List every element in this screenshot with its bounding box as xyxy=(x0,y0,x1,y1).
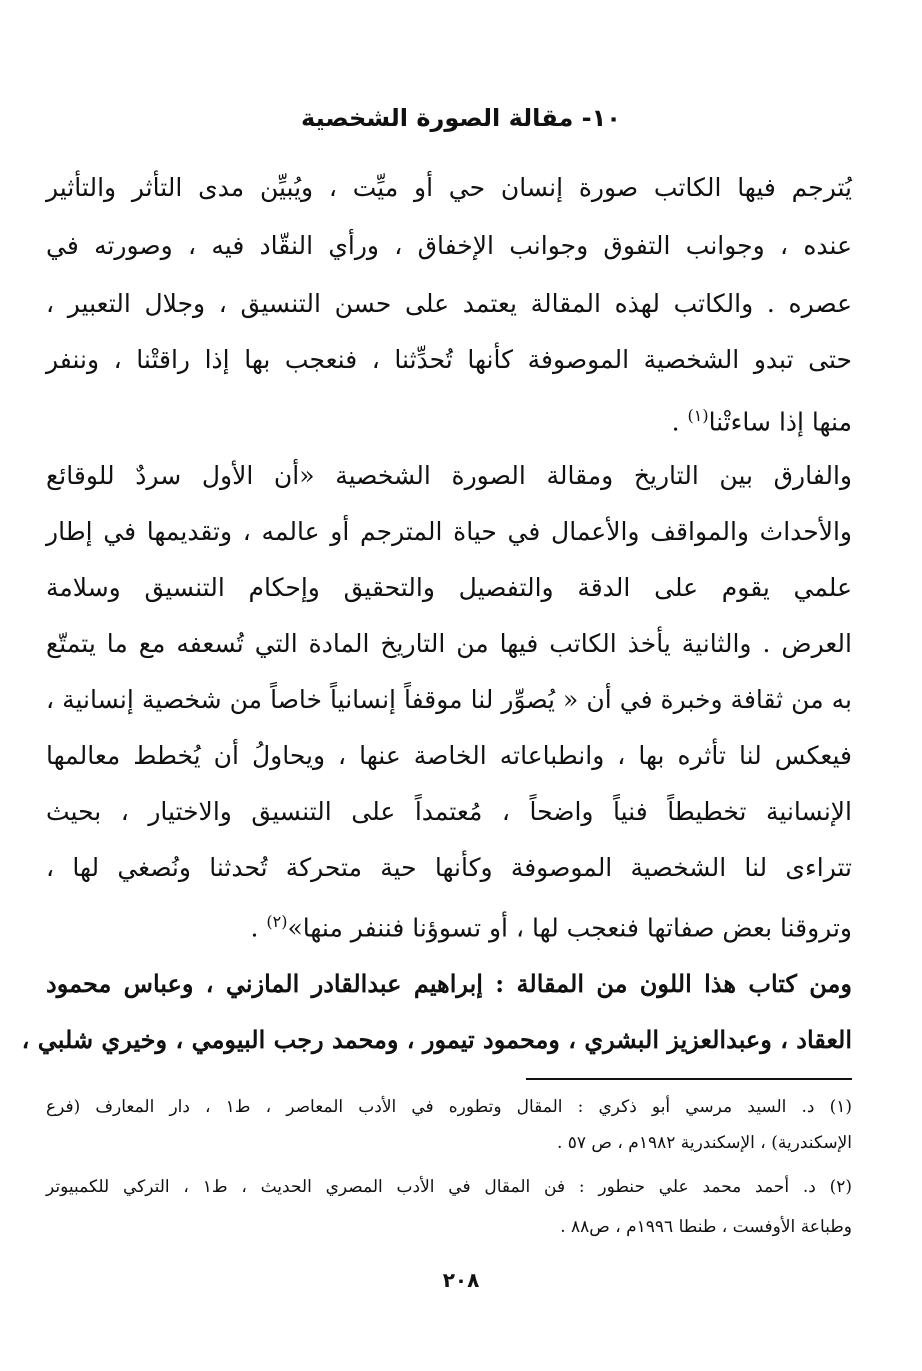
footnote-ref: (١) xyxy=(687,406,709,425)
body-line: يُترجم فيها الكاتب صورة إنسان حي أو ميِّت ، ويُبيِّن مدى التأثر والتأثير xyxy=(46,173,852,202)
footnote-line: (١) د. السيد مرسي أبو ذكري : المقال وتطوره في الأدب المعاصر ، ط١ ، دار المعارف (فرع xyxy=(46,1097,852,1117)
page-number: ٢٠٨ xyxy=(442,1268,480,1292)
body-line: عصره . والكاتب لهذه المقالة يعتمد على حسن التنسيق ، وجلال التعبير ، xyxy=(46,289,852,318)
body-line: منها إذا ساءتْنا$^{(١)}$ . xyxy=(671,406,852,437)
body-line: به من ثقافة وخبرة في أن « يُصوِّر لنا موقفاً إنسانياً خاصاً من شخصية إنسانية ، xyxy=(46,685,852,714)
body-text: منها إذا ساءتْنا xyxy=(708,407,852,437)
body-line: عنده ، وجوانب التفوق وجوانب الإخفاق ، ورأي النقّاد فيه ، وصورته في xyxy=(46,231,852,260)
body-line: فيعكس لنا تأثره بها ، وانطباعاته الخاصة عنها ، ويحاولُ أن يُخطط معالمها xyxy=(46,741,852,770)
body-line: تتراءى لنا الشخصية الموصوفة وكأنها حية متحركة تُحدثنا ونُصغي لها ، xyxy=(46,853,852,882)
body-line: العقاد ، وعبدالعزيز البشري ، ومحمود تيمور ، ومحمد رجب البيومي ، وخيري شلبي ، xyxy=(21,1025,852,1054)
body-text: وتروقنا بعض صفاتها فنعجب لها ، أو تسوؤنا فننفر منها» xyxy=(287,913,852,943)
body-line: الإنسانية تخطيطاً فنياً واضحاً ، مُعتمداً على التنسيق والاختيار ، بحيث xyxy=(46,797,852,826)
footnote-line: (٢) د. أحمد محمد علي حنطور : فن المقال في الأدب المصري الحديث ، ط١ ، التركي للكمبيوتر xyxy=(46,1177,852,1197)
footnote-line: وطباعة الأوفست ، طنطا ١٩٩٦م ، ص٨٨ . xyxy=(560,1217,852,1237)
body-line: حتى تبدو الشخصية الموصوفة كأنها تُحدِّثنا ، فنعجب بها إذا راقتْنا ، وننفر xyxy=(46,345,852,374)
section-title: ١٠- مقالة الصورة الشخصية xyxy=(301,104,621,132)
body-line: علمي يقوم على الدقة والتفصيل والتحقيق وإحكام التنسيق وسلامة xyxy=(46,573,852,602)
body-line: العرض . والثانية يأخذ الكاتب فيها من التاريخ المادة التي تُسعفه مع ما يتمتّع xyxy=(46,629,852,658)
footnote-ref: (٢) xyxy=(266,912,288,931)
footnote-line: الإسكندرية) ، الإسكندرية ١٩٨٢م ، ص ٥٧ . xyxy=(556,1133,852,1153)
body-line: والأحداث والمواقف والأعمال في حياة المترجم أو عالمه ، وتقديمها في إطار xyxy=(46,517,852,546)
body-line: وتروقنا بعض صفاتها فنعجب لها ، أو تسوؤنا فننفر منها»$^{(٢)}$ . xyxy=(250,912,852,943)
body-line: ومن كتاب هذا اللون من المقالة : إبراهيم عبدالقادر المازني ، وعباس محمود xyxy=(46,969,852,998)
footnote-separator xyxy=(526,1078,852,1080)
body-line: والفارق بين التاريخ ومقالة الصورة الشخصية «أن الأول سردٌ للوقائع xyxy=(46,461,852,490)
